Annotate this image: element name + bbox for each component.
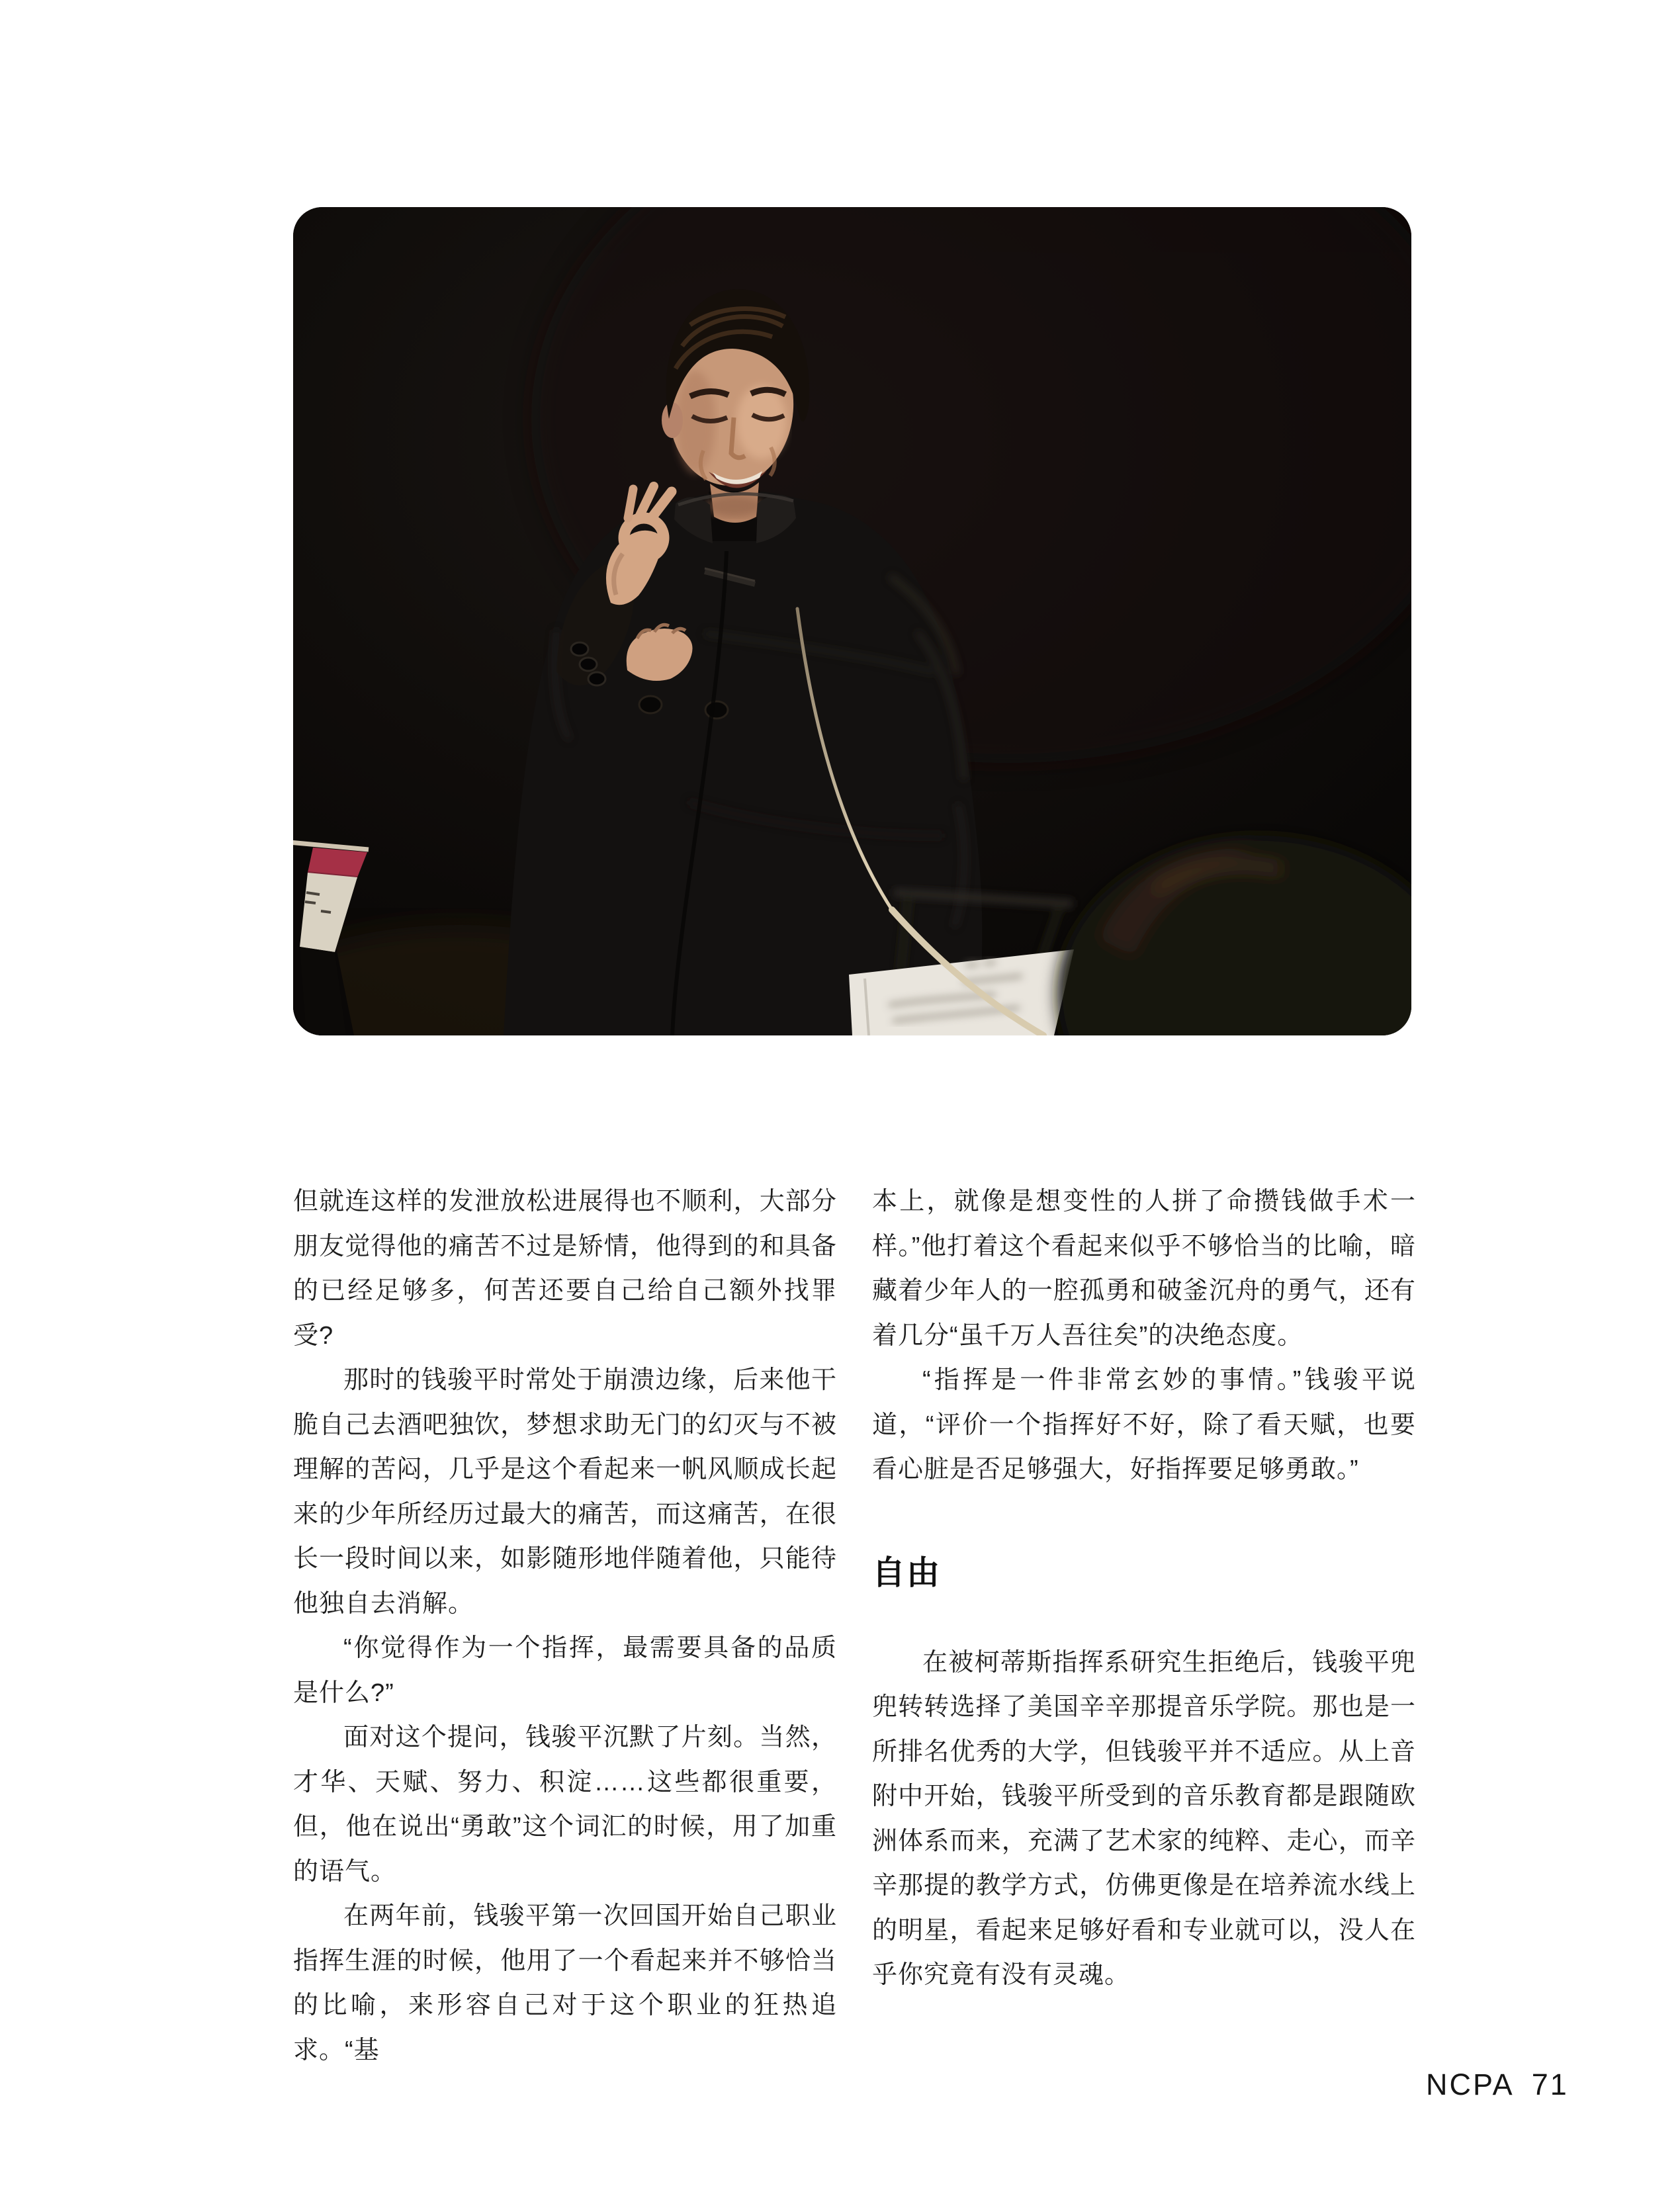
paragraph: 在两年前，钱骏平第一次回国开始自己职业指挥生涯的时候，他用了一个看起来并不够恰当的比喻，来形容自己对于这个职业的狂热追求。“基	[293, 1902, 837, 2064]
left-text-column	[293, 1180, 837, 2073]
section-heading: 自由	[872, 1553, 941, 1591]
paragraph: 本上，就像是想变性的人拼了命攒钱做手术一样。”他打着这个看起来似乎不够恰当的比喻，暗藏着少年人的一腔孤勇和破釜沉舟的勇气，还有着几分“虽千万人吾往矣”的决绝态度。	[872, 1188, 1416, 1350]
paragraph: 但就连这样的发泄放松进展得也不顺利，大部分朋友觉得他的痛苦不过是矫情，他得到的和具备的已经足够多，何苦还要自己给自己额外找罪受?	[293, 1188, 837, 1350]
paragraph: “你觉得作为一个指挥，最需要具备的品质是什么?”	[293, 1634, 837, 1707]
conductor-photo	[293, 207, 1411, 1035]
conductor-photo-illustration	[293, 207, 1411, 1035]
paragraph: 面对这个提问，钱骏平沉默了片刻。当然，才华、天赋、努力、积淀……这些都很重要，但，他在说出“勇敢”这个词汇的时候，用了加重的语气。	[293, 1724, 837, 1886]
paragraph: 那时的钱骏平时常处于崩溃边缘，后来他干脆自己去酒吧独饮，梦想求助无门的幻灭与不被理解的苦闷，几乎是这个看起来一帆风顺成长起来的少年所经历过最大的痛苦，而这痛苦，在很长一段时间以来，如影随形地伴随着他，只能待他独自去消解。	[293, 1366, 837, 1618]
paragraph: 在被柯蒂斯指挥系研究生拒绝后，钱骏平兜兜转转选择了美国辛辛那提音乐学院。那也是一所排名优秀的大学，但钱骏平并不适应。从上音附中开始，钱骏平所受到的音乐教育都是跟随欧洲体系而来，充满了艺术家的纯粹、走心，而辛辛那提的教学方式，仿佛更像是在培养流水线上的明星，看起来足够好看和专业就可以，没人在乎你究竟有没有灵魂。	[872, 1648, 1416, 1989]
footer-brand: NCPA	[1426, 2068, 1515, 2101]
paragraph: “指挥是一件非常玄妙的事情。”钱骏平说道，“评价一个指挥好不好，除了看天赋，也要看心脏是否足够强大，好指挥要足够勇敢。”	[872, 1366, 1416, 1483]
page-footer	[1426, 2068, 1569, 2101]
right-text-column	[872, 1180, 1416, 1998]
footer-page-number: 71	[1531, 2068, 1569, 2101]
